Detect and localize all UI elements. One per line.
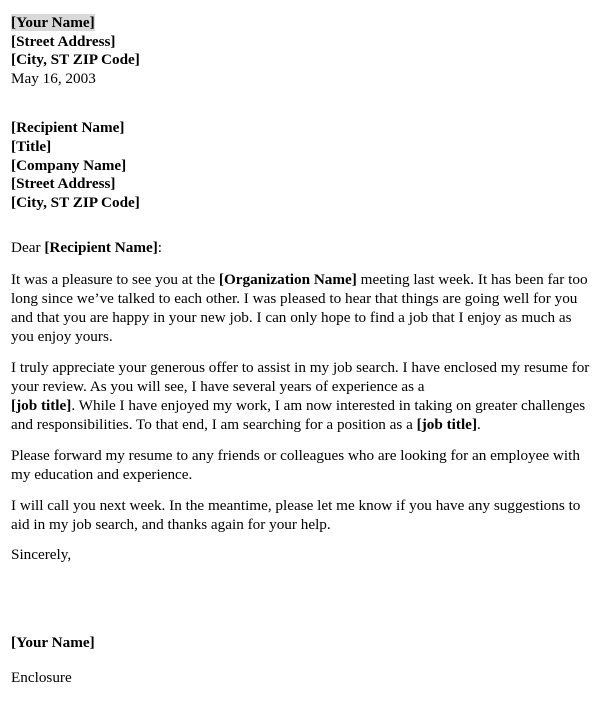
p1-text-b: meeting last week. It has been far too long since we’ve talked to each other. I was pleased to hear that things are going well for you and that you are happy in your new job. I can only hope to find a job that I enjoy as much as you enjoy yours. (11, 270, 588, 345)
p2-text-c: . (477, 415, 481, 433)
recipient-company[interactable]: [Company Name] (11, 156, 127, 174)
signature-name[interactable]: [Your Name] (11, 633, 95, 651)
sender-block (11, 14, 596, 88)
body-paragraph-2[interactable]: I truly appreciate your generous offer to assist in my job search. I have enclosed my resume for your review. As you will see, I have several years of experience as a [job title]. While I have enjoyed my work, I am now interested in taking on greater challenges and responsibilities. To that end, I am searching for a position as a [job title]. (11, 358, 590, 433)
sender-name-text: Your Name (16, 14, 90, 31)
sender-street-text: Street Address (16, 32, 111, 50)
recipient-street-text: Street Address (16, 175, 111, 193)
recipient-city-text: City, ST ZIP Code (16, 193, 135, 211)
recipient-name-text: Recipient Name (16, 119, 120, 137)
letter-date[interactable]: May 16, 2003 (11, 69, 96, 87)
p2-text-a: I truly appreciate your generous offer to assist in my job search. I have enclosed my resume for your review. As you will see, I have several years of experience as a (11, 358, 590, 395)
sender-city-text: City, ST ZIP Code (16, 51, 135, 69)
body-paragraph-4[interactable]: I will call you next week. In the meantime, please let me know if you have any suggestions to aid in my job search, and thanks again for your help. (11, 496, 581, 533)
recipient-title[interactable]: [Title] (11, 137, 52, 155)
enclosure-note[interactable]: Enclosure (11, 669, 72, 687)
letter-page (11, 14, 596, 688)
salutation-name: Recipient Name (49, 239, 153, 257)
recipient-city[interactable]: [City, ST ZIP Code] (11, 193, 140, 211)
sender-city[interactable]: [City, ST ZIP Code] (11, 51, 140, 69)
recipient-title-text: Title (16, 137, 47, 155)
p1-text-a: It was a pleasure to see you at the (11, 270, 219, 288)
signature-name-text: Your Name (16, 633, 90, 651)
recipient-company-text: Company Name (16, 156, 122, 174)
sender-street[interactable]: [Street Address] (11, 32, 116, 50)
recipient-block (11, 119, 596, 212)
recipient-street[interactable]: [Street Address] (11, 175, 116, 193)
recipient-name[interactable]: [Recipient Name] (11, 119, 125, 137)
body-paragraph-1[interactable]: It was a pleasure to see you at the [Organization Name] meeting last week. It has been far too long since we’ve talked to each other. I was pleased to hear that things are going well for you and that you are happy in your new job. I can only hope to find a job that I enjoy as much as you enjoy yours. (11, 270, 588, 345)
p2-job-title-2: job title (421, 415, 472, 433)
p2-job-title-1: job title (16, 396, 67, 414)
p2-text-b: . While I have enjoyed my work, I am now interested in taking on greater challenges and responsibilities. To that end, I am searching for a position as a (11, 396, 586, 433)
sender-name[interactable]: [Your Name] (11, 14, 95, 31)
closing[interactable]: Sincerely, (11, 545, 72, 563)
salutation-prefix: Dear (11, 239, 45, 257)
body-paragraph-3[interactable]: Please forward my resume to any friends or colleagues who are looking for an employee with my education and experience. (11, 446, 580, 483)
salutation[interactable]: Dear [Recipient Name]: (11, 239, 163, 257)
salutation-suffix: : (157, 239, 163, 257)
p1-org-name: Organization Name (223, 270, 352, 288)
